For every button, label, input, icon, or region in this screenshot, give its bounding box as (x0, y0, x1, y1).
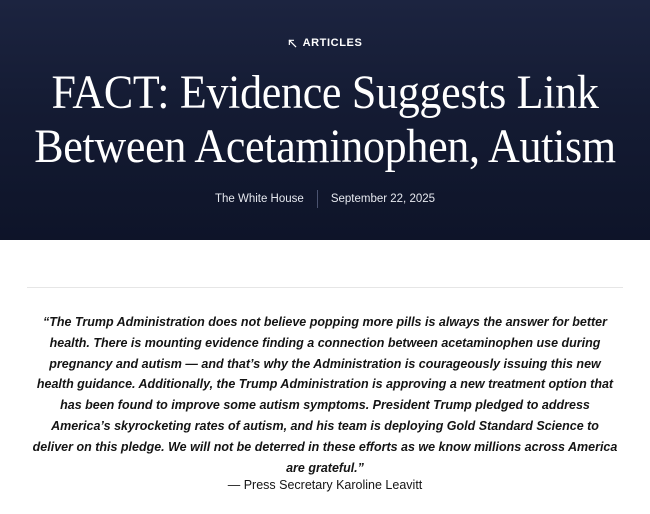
article-meta (0, 190, 650, 208)
article-date: September 22, 2025 (330, 193, 436, 205)
quote-attribution: — Press Secretary Karoline Leavitt (227, 478, 423, 492)
article-hero (0, 0, 650, 240)
articles-category-link[interactable] (288, 37, 363, 49)
page-title (0, 66, 650, 174)
meta-divider (317, 190, 318, 208)
page-title-line-2: Between Acetaminophen, Autism (34, 120, 616, 173)
content-divider (27, 287, 623, 288)
page-title-line-1: FACT: Evidence Suggests Link (51, 66, 599, 119)
arrow-up-left-icon (288, 39, 297, 48)
press-quote: “The Trump Administration does not believe popping more pills is always the answer for better health. There is mounting evidence finding a connection between acetaminophen use during pregnancy and autism — and that’s why the Administration is courageously issuing this new health guidance. Additionally, the Trump Administration is approving a new treatment option that has been found to improve some autism symptoms. President Trump pledged to address America’s skyrocketing rates of autism, and his team is deploying Gold Standard Science to deliver on this pledge. We will not be deterred in these efforts as we know millions across America are grateful.” (32, 315, 618, 475)
category-label: ARTICLES (302, 37, 363, 49)
article-author: The White House (214, 193, 304, 205)
category-eyebrow (0, 37, 650, 49)
